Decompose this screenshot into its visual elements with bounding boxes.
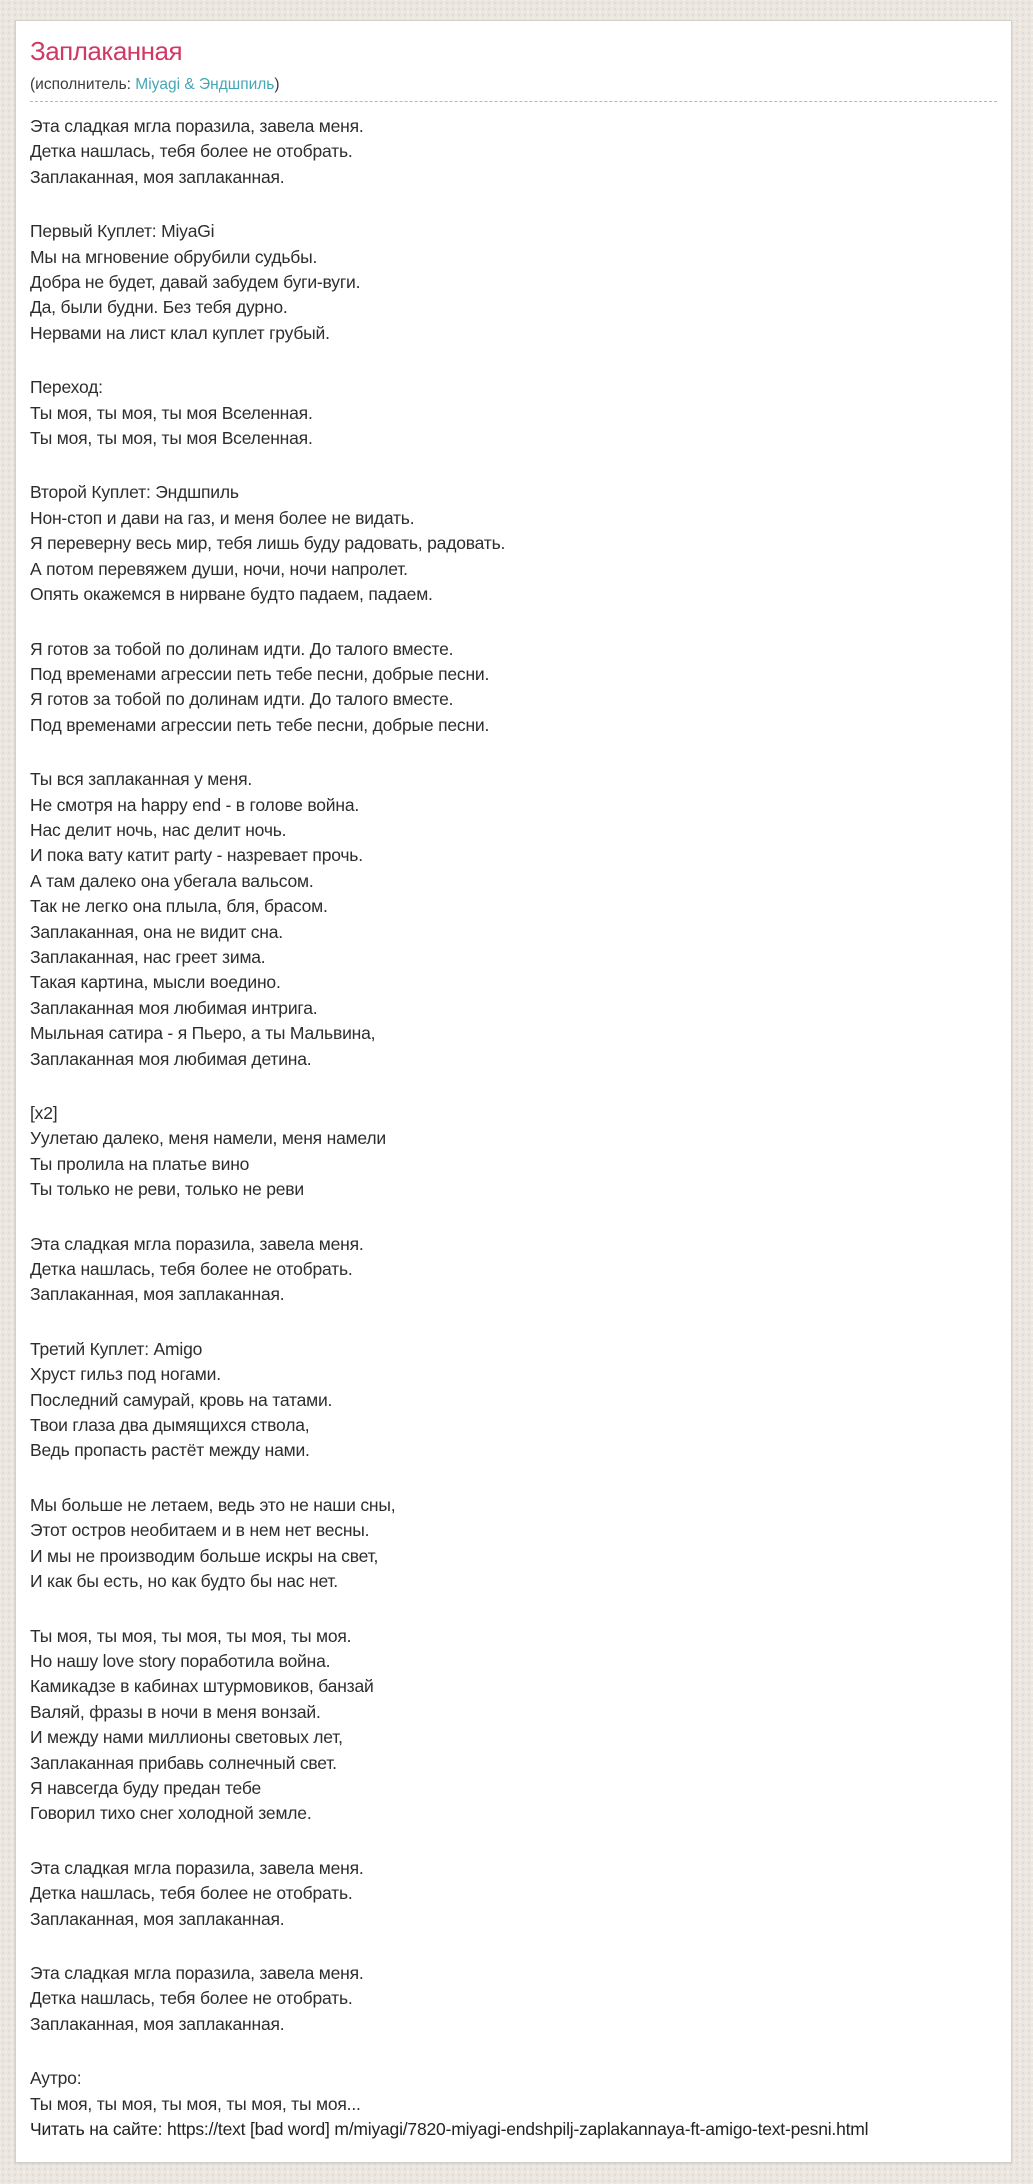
lyric-line: Заплаканная, нас греет зима. xyxy=(30,946,266,967)
lyric-line: Заплаканная моя любимая детина. xyxy=(30,1048,312,1069)
lyric-line: Детка нашлась, тебя более не отобрать. xyxy=(30,1259,353,1280)
lyrics-stanza xyxy=(30,1337,997,1464)
lyric-line: Ты вся заплаканная у меня. xyxy=(30,769,253,790)
lyric-line: А там далеко она убегала вальсом. xyxy=(30,870,314,891)
lyric-line: Ты моя, ты моя, ты моя Вселенная. xyxy=(30,402,313,423)
lyric-line: Ты моя, ты моя, ты моя, ты моя, ты моя... xyxy=(30,2093,361,2114)
lyric-line: Эта сладкая мгла поразила, завела меня. xyxy=(30,116,364,136)
lyric-line: Ты моя, ты моя, ты моя Вселенная. xyxy=(30,428,313,449)
lyric-line: Заплаканная, моя заплаканная. xyxy=(30,166,285,187)
lyric-line: Аутро: xyxy=(30,2068,82,2089)
lyric-line: Ты пролила на платье вино xyxy=(30,1153,250,1174)
lyric-line: Под временами агрессии петь тебе песни, добрые песни. xyxy=(30,714,490,735)
lyric-line: Валяй, фразы в ночи в меня вонзай. xyxy=(30,1701,321,1722)
lyric-line: Заплаканная прибавь солнечный свет. xyxy=(30,1752,337,1773)
lyric-line: Опять окажемся в нирване будто падаем, падаем. xyxy=(30,584,433,605)
lyric-line: [x2] xyxy=(30,1103,58,1123)
lyric-line: Уулетаю далеко, меня намели, меня намели xyxy=(30,1128,386,1149)
lyric-line: Нон-стоп и дави на газ, и меня более не видать. xyxy=(30,507,415,528)
lyric-line: И между нами миллионы световых лет, xyxy=(30,1727,343,1748)
lyric-line: Говорил тихо снег холодной земле. xyxy=(30,1803,312,1824)
lyric-line: Так не легко она плыла, бля, брасом. xyxy=(30,896,328,917)
lyric-line: Мы на мгновение обрубили судьбы. xyxy=(30,246,318,267)
lyric-line: А потом перевяжем души, ночи, ночи напролет. xyxy=(30,558,408,579)
lyric-line: Нас делит ночь, нас делит ночь. xyxy=(30,819,287,840)
lyric-line: И пока вату катит party - назревает прочь. xyxy=(30,845,363,866)
lyric-line: Под временами агрессии петь тебе песни, добрые песни. xyxy=(30,663,490,684)
lyrics-stanza xyxy=(30,1232,997,1308)
lyric-line: Заплаканная, моя заплаканная. xyxy=(30,1284,285,1305)
lyric-line: Переход: xyxy=(30,377,103,398)
lyrics-stanza xyxy=(30,1101,997,1203)
lyric-line: Хруст гильз под ногами. xyxy=(30,1364,221,1385)
lyric-line: Первый Куплет: MiyaGi xyxy=(30,221,215,242)
lyric-line: Я готов за тобой по долинам идти. До талого вместе. xyxy=(30,689,454,710)
lyric-line: Не смотря на happy end - в голове война. xyxy=(30,794,360,815)
lyric-line: Твои глаза два дымящихся ствола, xyxy=(30,1415,310,1436)
lyric-line: Заплаканная, моя заплаканная. xyxy=(30,1908,285,1929)
lyric-line: И как бы есть, но как будто бы нас нет. xyxy=(30,1571,338,1592)
lyric-line: Эта сладкая мгла поразила, завела меня. xyxy=(30,1962,364,1983)
lyric-line: Ты моя, ты моя, ты моя, ты моя, ты моя. xyxy=(30,1625,352,1646)
artist-label-suffix: ) xyxy=(274,76,280,93)
lyrics-stanza xyxy=(30,1961,997,2037)
lyric-line: Детка нашлась, тебя более не отобрать. xyxy=(30,1883,353,1904)
lyric-line: Добра не будет, давай забудем буги-вуги. xyxy=(30,272,361,293)
lyric-line: Нервами на лист клал куплет грубый. xyxy=(30,322,330,343)
lyric-line: Камикадзе в кабинах штурмовиков, банзай xyxy=(30,1676,374,1697)
lyrics-stanza xyxy=(30,767,997,1072)
lyric-line: Заплаканная моя любимая интрига. xyxy=(30,997,318,1018)
lyric-line: Третий Куплет: Amigo xyxy=(30,1338,203,1359)
content-card xyxy=(15,20,1012,2163)
lyrics xyxy=(30,114,997,2117)
lyric-line: Второй Куплет: Эндшпиль xyxy=(30,482,239,503)
lyrics-stanza xyxy=(30,114,997,190)
lyrics-stanza xyxy=(30,1856,997,1932)
artist-row xyxy=(30,75,997,102)
lyric-line: Заплаканная, моя заплаканная. xyxy=(30,2013,285,2034)
lyrics-stanza xyxy=(30,1624,997,1827)
lyric-line: И мы не производим больше искры на свет, xyxy=(30,1545,379,1566)
lyric-line: Мыльная сатира - я Пьеро, а ты Мальвина, xyxy=(30,1023,376,1044)
song-title: Заплаканная xyxy=(30,36,183,66)
lyric-line: Я навсегда буду предан тебе xyxy=(30,1777,262,1798)
lyric-line: Я готов за тобой по долинам идти. До талого вместе. xyxy=(30,638,454,659)
read-on-site-line: Читать на сайте: https://text [bad word] m/miyagi/7820-miyagi-endshpilj-zaplakannaya-ft-amigo-text-pesni.html xyxy=(30,2119,869,2139)
lyrics-stanza xyxy=(30,480,997,607)
lyrics-stanza xyxy=(30,637,997,739)
lyrics-stanza xyxy=(30,2066,997,2117)
lyric-line: Последний самурай, кровь на татами. xyxy=(30,1389,333,1410)
lyrics-stanza xyxy=(30,1493,997,1595)
lyric-line: Заплаканная, она не видит сна. xyxy=(30,921,283,942)
lyric-line: Ты только не реви, только не реви xyxy=(30,1179,304,1200)
lyrics-stanza xyxy=(30,219,997,346)
lyric-line: Да, были будни. Без тебя дурно. xyxy=(30,297,288,318)
lyric-line: Эта сладкая мгла поразила, завела меня. xyxy=(30,1857,364,1878)
artist-label-prefix: (исполнитель: xyxy=(30,76,136,93)
lyrics-stanza xyxy=(30,375,997,451)
lyric-line: Ведь пропасть растёт между нами. xyxy=(30,1440,310,1461)
lyric-line: Эта сладкая мгла поразила, завела меня. xyxy=(30,1233,364,1254)
lyric-line: Но нашу love story поработила война. xyxy=(30,1650,331,1671)
lyric-line: Детка нашлась, тебя более не отобрать. xyxy=(30,141,353,162)
lyric-line: Я переверну весь мир, тебя лишь буду радовать, радовать. xyxy=(30,533,506,554)
lyric-line: Этот остров необитаем и в нем нет весны. xyxy=(30,1520,370,1541)
lyric-line: Детка нашлась, тебя более не отобрать. xyxy=(30,1988,353,2009)
artist-link[interactable]: Miyagi & Эндшпиль xyxy=(135,76,275,93)
lyric-line: Такая картина, мысли воедино. xyxy=(30,972,281,993)
lyric-line: Мы больше не летаем, ведь это не наши сны, xyxy=(30,1494,396,1515)
